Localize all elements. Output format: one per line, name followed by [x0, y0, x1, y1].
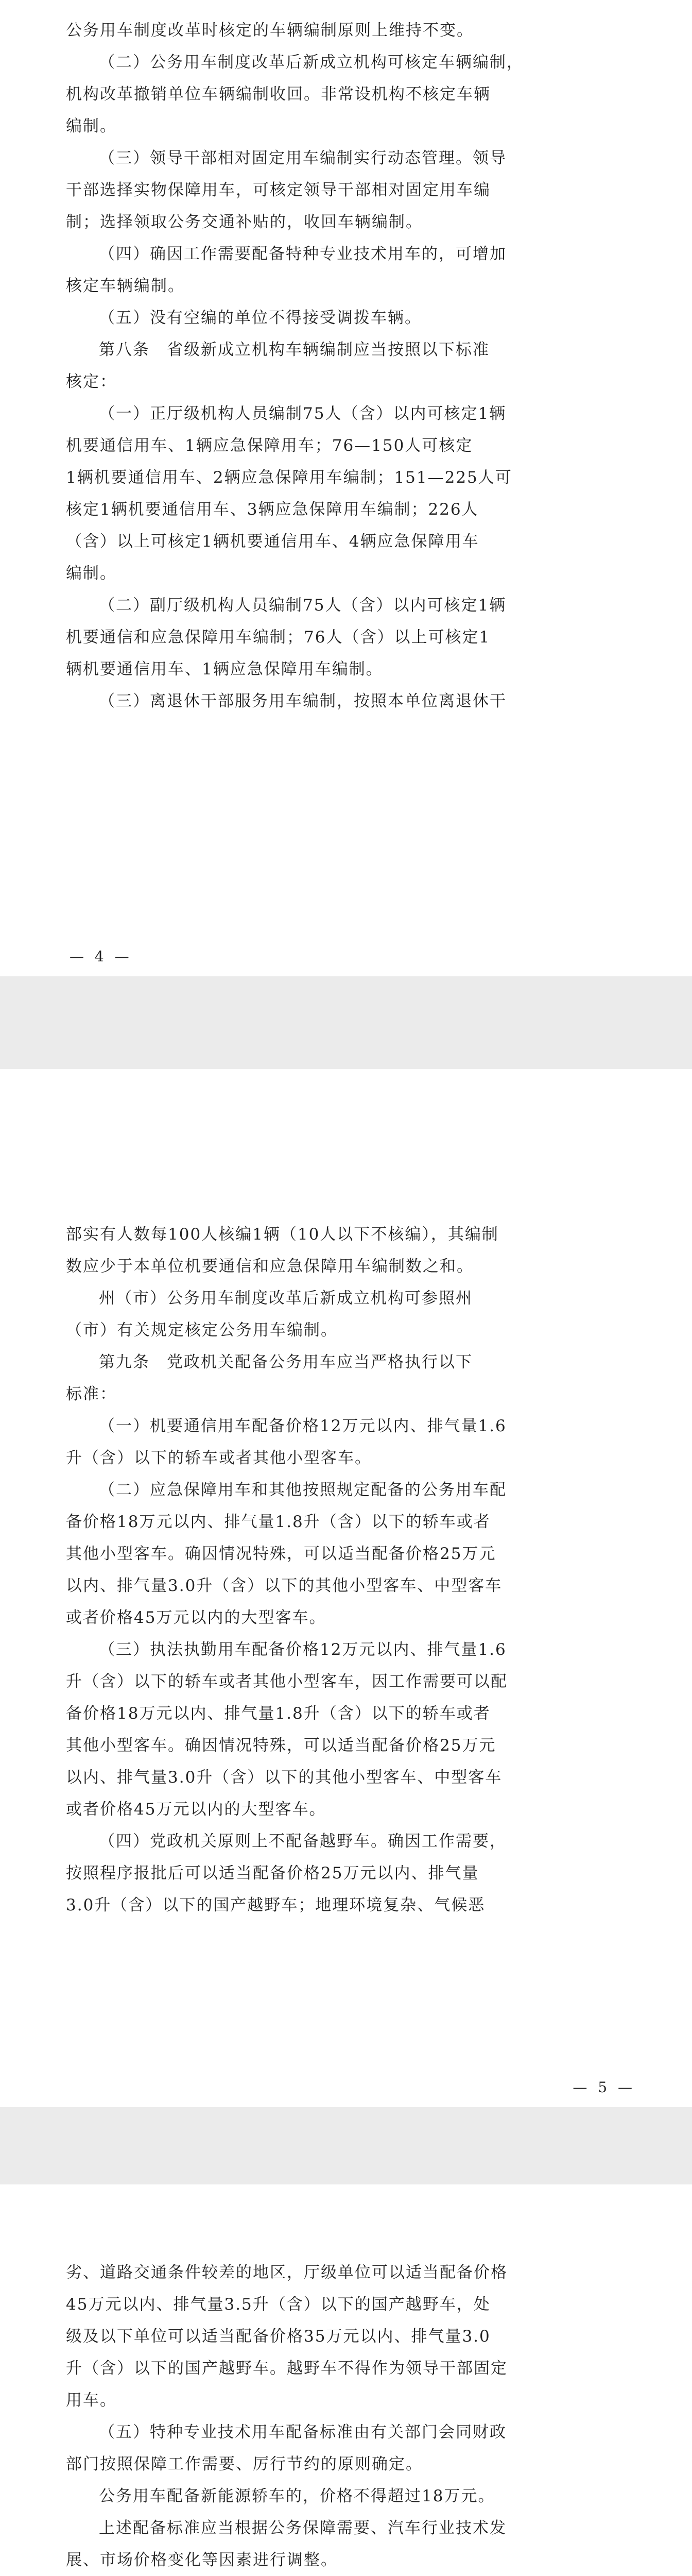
text-line: （四）党政机关原则上不配备越野车。确因工作需要，	[99, 1832, 507, 1851]
text-line: 干部选择实物保障用车，可核定领导干部相对固定用车编	[66, 181, 491, 199]
text-line: 以内、排气量3.0升（含）以下的其他小型客车、中型客车	[66, 1768, 503, 1787]
text-line: 或者价格45万元以内的大型客车。	[66, 1800, 326, 1819]
page-5-body	[66, 1218, 641, 1921]
text-line: 备价格18万元以内、排气量1.8升（含）以下的轿车或者	[66, 1513, 491, 1531]
text-line: 制；选择领取公务交通补贴的，收回车辆编制。	[66, 213, 423, 231]
document-page-4	[0, 0, 692, 976]
text-line: 编制。	[66, 564, 117, 583]
text-line: （二）公务用车制度改革后新成立机构可核定车辆编制，	[99, 53, 524, 72]
text-line: 上述配备标准应当根据公务保障需要、汽车行业技术发	[99, 2519, 507, 2537]
page-4-body	[66, 14, 641, 717]
text-line: （含）以上可核定1辆机要通信用车、4辆应急保障用车	[66, 532, 479, 551]
text-line: 标准：	[66, 1385, 117, 1403]
text-line: （一）机要通信用车配备价格12万元以内、排气量1.6	[99, 1417, 507, 1435]
text-line: 其他小型客车。确因情况特殊，可以适当配备价格25万元	[66, 1545, 496, 1563]
text-line: 劣、道路交通条件较差的地区，厅级单位可以适当配备价格	[66, 2263, 508, 2282]
text-line: 1辆机要通信用车、2辆应急保障用车编制；151—225人可	[66, 468, 512, 487]
text-line: （一）正厅级机构人员编制75人（含）以内可核定1辆	[99, 404, 507, 423]
text-line: 或者价格45万元以内的大型客车。	[66, 1608, 326, 1627]
text-line: 其他小型客车。确因情况特殊，可以适当配备价格25万元	[66, 1736, 496, 1755]
text-line: 部实有人数每100人核编1辆（10人以下不核编），其编制	[66, 1225, 499, 1244]
text-line: 升（含）以下的轿车或者其他小型客车，因工作需要可以配	[66, 1672, 508, 1691]
page-number: — 4 —	[70, 948, 132, 965]
text-line: （市）有关规定核定公务用车编制。	[66, 1321, 338, 1340]
text-line: 核定：	[66, 372, 117, 391]
text-line: 机要通信和应急保障用车编制；76人（含）以上可核定1	[66, 628, 491, 647]
text-line: 升（含）以下的轿车或者其他小型客车。	[66, 1449, 372, 1467]
document-page-5	[0, 1069, 692, 2107]
text-line: 45万元以内、排气量3.5升（含）以下的国产越野车，处	[66, 2295, 491, 2314]
text-line: 机要通信用车、1辆应急保障用车；76—150人可核定	[66, 436, 473, 455]
text-line: 备价格18万元以内、排气量1.8升（含）以下的轿车或者	[66, 1704, 491, 1723]
text-line: 级及以下单位可以适当配备价格35万元以内、排气量3.0	[66, 2327, 491, 2346]
text-line: 按照程序报批后可以适当配备价格25万元以内、排气量	[66, 1864, 479, 1883]
text-line: 升（含）以下的国产越野车。越野车不得作为领导干部固定	[66, 2359, 508, 2378]
text-line: （五）特种专业技术用车配备标准由有关部门会同财政	[99, 2423, 507, 2442]
text-line: 以内、排气量3.0升（含）以下的其他小型客车、中型客车	[66, 1577, 503, 1595]
text-line: 用车。	[66, 2391, 117, 2410]
text-line: 公务用车配备新能源轿车的，价格不得超过18万元。	[99, 2487, 495, 2505]
text-line: 核定1辆机要通信用车、3辆应急保障用车编制；226人	[66, 500, 479, 519]
article-heading-line: 第九条 党政机关配备公务用车应当严格执行以下	[99, 1353, 473, 1371]
text-line: （二）副厅级机构人员编制75人（含）以内可核定1辆	[99, 596, 507, 615]
page-number: — 5 —	[573, 2079, 635, 2096]
text-line: （二）应急保障用车和其他按照规定配备的公务用车配	[99, 1481, 507, 1499]
text-line: 辆机要通信用车、1辆应急保障用车编制。	[66, 660, 383, 679]
text-line: 3.0升（含）以下的国产越野车；地理环境复杂、气候恶	[66, 1896, 486, 1914]
text-line: （四）确因工作需要配备特种专业技术用车的，可增加	[99, 245, 507, 263]
text-line: 核定车辆编制。	[66, 277, 185, 295]
text-line: （三）离退休干部服务用车编制，按照本单位离退休干	[99, 692, 507, 710]
text-line: （三）执法执勤用车配备价格12万元以内、排气量1.6	[99, 1640, 507, 1659]
text-line: 公务用车制度改革时核定的车辆编制原则上维持不变。	[66, 21, 474, 40]
text-line: 机构改革撤销单位车辆编制收回。非常设机构不核定车辆	[66, 85, 491, 104]
text-line: 州（市）公务用车制度改革后新成立机构可参照州	[99, 1289, 473, 1308]
text-line: （三）领导干部相对固定用车编制实行动态管理。领导	[99, 149, 507, 167]
text-line: 部门按照保障工作需要、厉行节约的原则确定。	[66, 2455, 423, 2473]
text-line: 数应少于本单位机要通信和应急保障用车编制数之和。	[66, 1257, 474, 1276]
article-heading-line: 第八条 省级新成立机构车辆编制应当按照以下标准	[99, 341, 490, 359]
page-6-body	[66, 2257, 641, 2576]
text-line: 编制。	[66, 117, 117, 135]
text-line: （五）没有空编的单位不得接受调拨车辆。	[99, 309, 422, 327]
document-page-6	[0, 2184, 692, 2576]
text-line: 展、市场价格变化等因素进行调整。	[66, 2551, 338, 2569]
